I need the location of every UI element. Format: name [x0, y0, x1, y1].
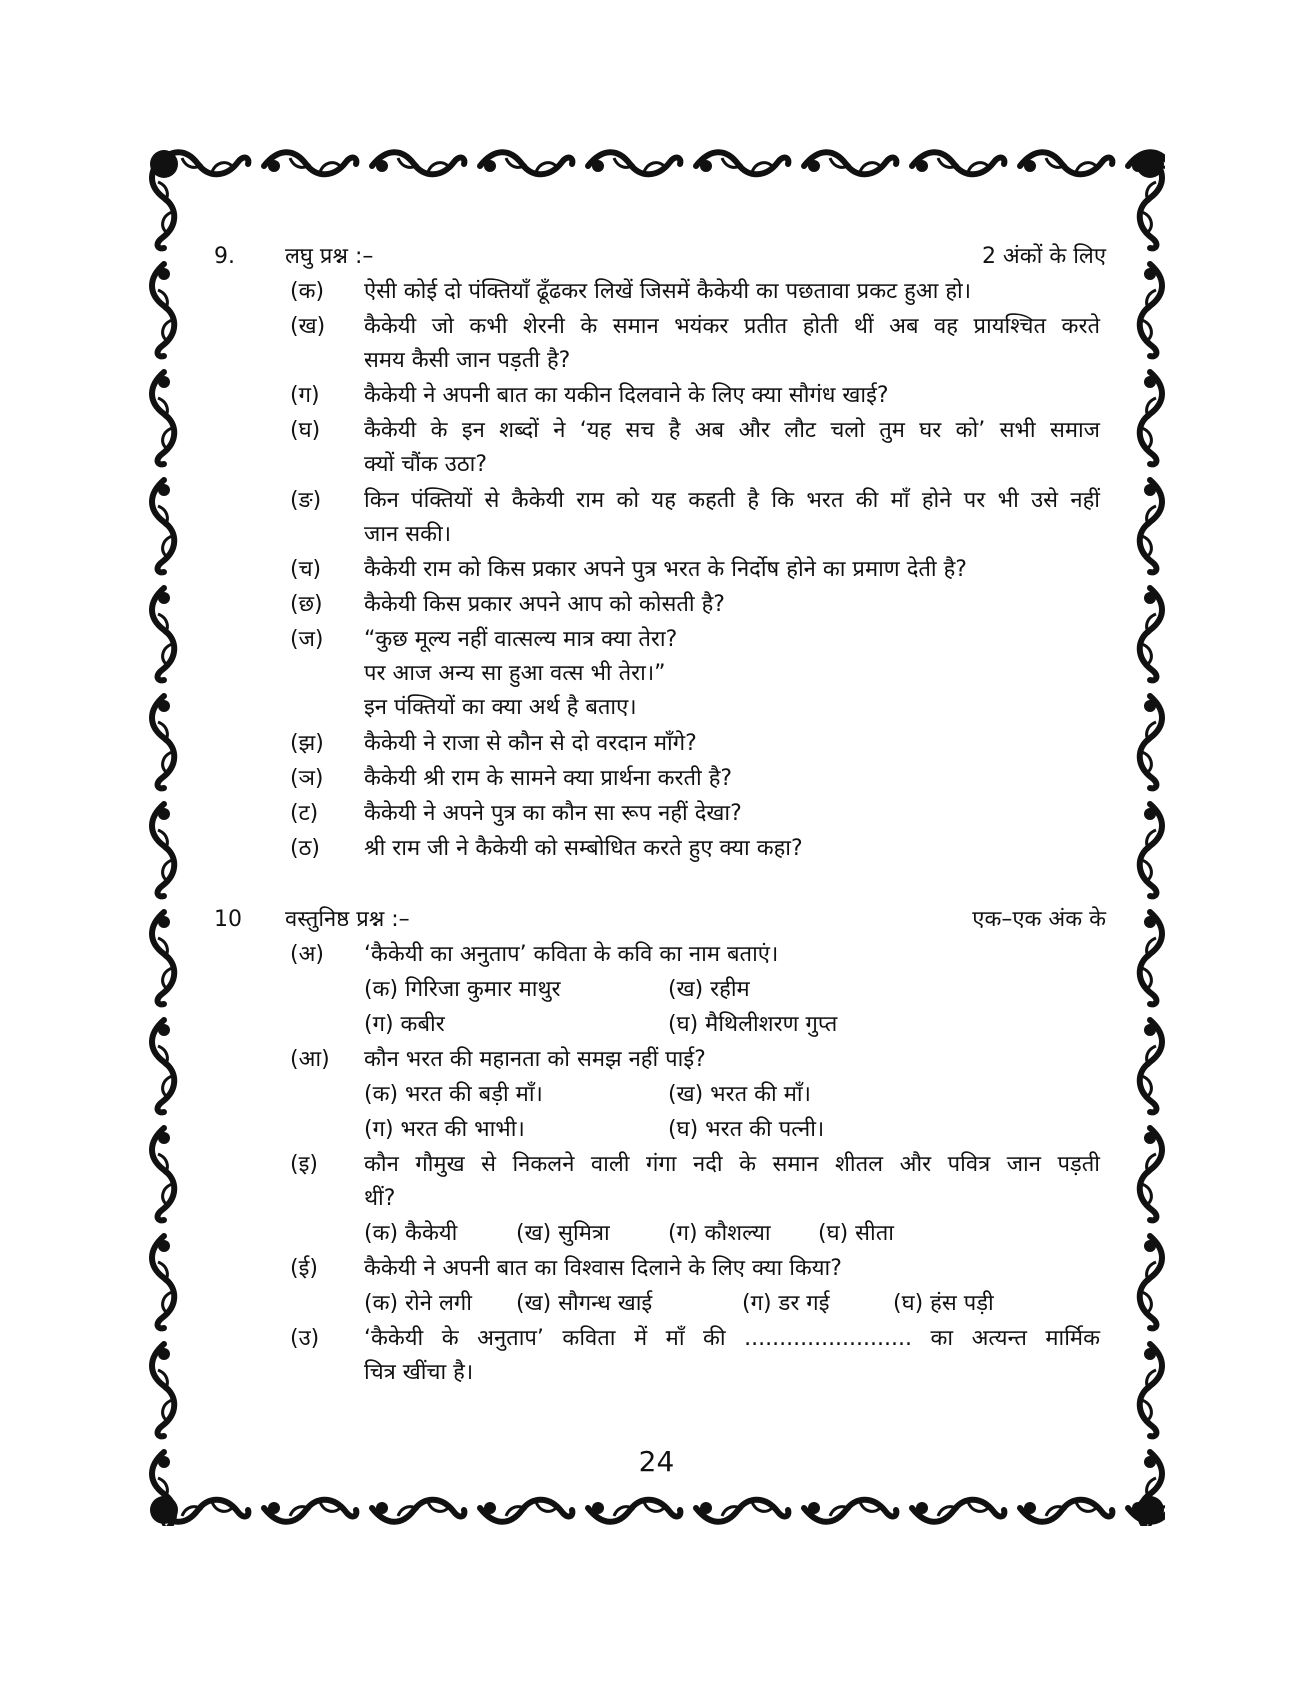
q9-item-text: इन पंक्तियों का क्या अर्थ है बताए। — [364, 695, 637, 720]
q10-option: (क) रोने लगी — [364, 1291, 472, 1316]
q10-option: (घ) मैथिलीशरण गुप्त — [668, 1012, 838, 1037]
q10-option: (क) भरत की बड़ी माँ। — [364, 1082, 543, 1107]
question-10-marks: एक–एक अंक के — [972, 907, 1106, 932]
q9-item-text: कैकेयी ने अपने पुत्र का कौन सा रूप नहीं देखा? — [364, 801, 742, 826]
q9-item-label: (क) — [290, 279, 325, 304]
q9-item-text: क्यों चौंक उठा? — [364, 452, 487, 477]
q9-item-text: समय कैसी जान पड़ती है? — [364, 348, 571, 373]
q10-option: (क) गिरिजा कुमार माथुर — [364, 977, 561, 1002]
q10-item-label: (इ) — [290, 1152, 318, 1177]
q10-item-label: (आ) — [290, 1047, 330, 1072]
q10-option: (ग) कबीर — [364, 1012, 445, 1037]
q9-item-text: पर आज अन्य सा हुआ वत्स भी तेरा।” — [364, 661, 666, 686]
q10-option: (घ) सीता — [818, 1221, 894, 1246]
q9-item-label: (झ) — [290, 731, 324, 756]
q10-item-text: कौन गौमुख से निकलने वाली गंगा नदी के समान शीतल और पवित्र जान पड़ती — [364, 1152, 1100, 1177]
q9-item-text: किन पंक्तियों से कैकेयी राम को यह कहती है कि भरत की माँ होने पर भी उसे नहीं — [364, 488, 1100, 513]
q10-item-label: (अ) — [290, 942, 324, 967]
question-9-number: 9. — [214, 244, 235, 269]
q9-item-text: “कुछ मूल्य नहीं वात्सल्य मात्र क्या तेरा? — [364, 627, 678, 652]
q10-option: (ग) भरत की भाभी। — [364, 1117, 525, 1142]
q9-item-text: कैकेयी के इन शब्दों ने ‘यह सच है अब और लौट चलो तुम घर को’ सभी समाज — [364, 418, 1100, 443]
q10-option: (ग) कौशल्या — [668, 1221, 771, 1246]
q10-option: (ग) डर गई — [742, 1291, 830, 1316]
q9-item-label: (घ) — [290, 418, 321, 443]
q10-item-text: ‘कैकेयी के अनुताप’ कविता में माँ की ........................ का अत्यन्त मार्मिक — [364, 1326, 1100, 1351]
q10-option: (ख) सौगन्ध खाई — [516, 1291, 653, 1316]
q10-item-text: थीं? — [364, 1186, 396, 1211]
q9-item-text: कैकेयी श्री राम के सामने क्या प्रार्थना करती है? — [364, 766, 733, 791]
q10-option: (घ) भरत की पत्नी। — [668, 1117, 825, 1142]
q9-item-text: श्री राम जी ने कैकेयी को सम्बोधित करते हुए क्या कहा? — [364, 836, 803, 861]
question-9-heading: लघु प्रश्न :– — [285, 244, 374, 269]
q10-option: (घ) हंस पड़ी — [893, 1291, 994, 1316]
page-number: 24 — [638, 1445, 675, 1478]
q9-item-label: (ज) — [290, 627, 324, 652]
q9-item-text: कैकेयी जो कभी शेरनी के समान भयंकर प्रतीत होती थीं अब वह प्रायश्चित करते — [364, 314, 1100, 339]
q10-option: (ख) भरत की माँ। — [668, 1082, 811, 1107]
question-10-number: 10 — [214, 907, 242, 932]
q9-item-text: कैकेयी किस प्रकार अपने आप को कोसती है? — [364, 592, 725, 617]
question-10-heading: वस्तुनिष्ठ प्रश्न :– — [285, 907, 410, 932]
q9-item-text: कैकेयी ने राजा से कौन से दो वरदान माँगे? — [364, 731, 697, 756]
q9-item-text: ऐसी कोई दो पंक्तियाँ ढूँढकर लिखें जिसमें कैकेयी का पछतावा प्रकट हुआ हो। — [364, 279, 972, 304]
q9-item-label: (ञ) — [290, 766, 324, 791]
q10-item-text: कैकेयी ने अपनी बात का विश्वास दिलाने के लिए क्या किया? — [364, 1256, 842, 1281]
q10-item-label: (ई) — [290, 1256, 318, 1281]
q10-option: (ख) रहीम — [668, 977, 750, 1002]
q9-item-label: (ट) — [290, 801, 319, 826]
q9-item-text: कैकेयी राम को किस प्रकार अपने पुत्र भरत के निर्दोष होने का प्रमाण देती है? — [364, 557, 967, 582]
q10-option: (ख) सुमित्रा — [516, 1221, 610, 1246]
q9-item-label: (ग) — [290, 383, 320, 408]
q10-option: (क) कैकेयी — [364, 1221, 458, 1246]
q9-item-label: (च) — [290, 557, 322, 582]
q10-item-label: (उ) — [290, 1326, 320, 1351]
question-9-marks: 2 अंकों के लिए — [981, 244, 1106, 269]
q9-item-label: (ख) — [290, 314, 326, 339]
q10-item-text: कौन भरत की महानता को समझ नहीं पाई? — [364, 1047, 706, 1072]
q9-item-text: जान सकी। — [364, 522, 452, 547]
q10-item-text: चित्र खींचा है। — [364, 1360, 474, 1385]
q10-item-text: ‘कैकेयी का अनुताप’ कविता के कवि का नाम बताएं। — [364, 942, 779, 967]
q9-item-label: (ङ) — [290, 488, 322, 513]
q9-item-label: (छ) — [290, 592, 323, 617]
q9-item-label: (ठ) — [290, 836, 320, 861]
q9-item-text: कैकेयी ने अपनी बात का यकीन दिलवाने के लिए क्या सौगंध खाई? — [364, 383, 889, 408]
